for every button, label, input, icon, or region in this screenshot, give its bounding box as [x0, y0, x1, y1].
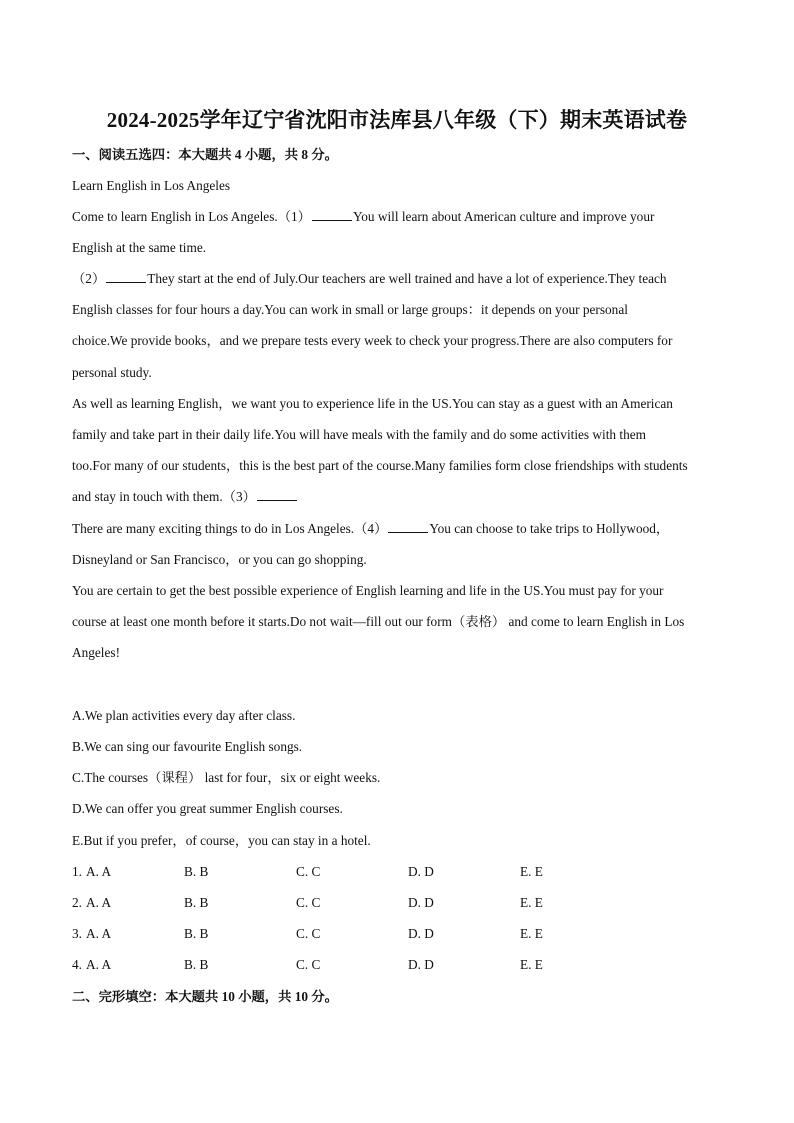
passage-line: family and take part in their daily life.You will have meals with the family and do some activities with them	[72, 427, 646, 442]
option-a[interactable]: A. A	[86, 895, 112, 910]
option-b[interactable]: B. B	[184, 864, 209, 879]
passage-line: course at least one month before it starts.Do not wait—fill out our form（表格） and come to learn English in Los	[72, 614, 685, 629]
option-e[interactable]: E. E	[520, 957, 543, 972]
passage-text: （2）	[72, 271, 106, 286]
passage-title: Learn English in Los Angeles	[72, 178, 231, 193]
passage-line	[72, 208, 654, 226]
section2-heading: 二、完形填空：本大题共 10 小题，共 10 分。	[72, 989, 338, 1004]
choice-a: A.We plan activities every day after class.	[72, 708, 296, 723]
passage-text: You will learn about American culture and improve your	[352, 209, 655, 224]
blank-1	[312, 208, 352, 221]
passage-text: Come to learn English in Los Angeles.（1）	[72, 209, 311, 224]
passage-line: Angeles!	[72, 645, 120, 660]
blank-2	[106, 270, 146, 283]
choice-e: E.But if you prefer，of course，you can stay in a hotel.	[72, 833, 371, 848]
passage-line: too.For many of our students，this is the best part of the course.Many families form close friendships with students	[72, 458, 688, 473]
passage-line	[72, 520, 669, 538]
choice-d: D.We can offer you great summer English courses.	[72, 801, 343, 816]
passage-text: and stay in touch with them.（3）	[72, 489, 256, 504]
option-c[interactable]: C. C	[296, 895, 321, 910]
passage-text: You can choose to take trips to Hollywood，	[429, 521, 670, 536]
passage-line: personal study.	[72, 365, 152, 380]
option-b[interactable]: B. B	[184, 957, 209, 972]
section1-heading: 一、阅读五选四：本大题共 4 小题，共 8 分。	[72, 147, 338, 162]
passage-line: choice.We provide books，and we prepare tests every week to check your progress.There are also computers for	[72, 333, 673, 348]
passage-line: English classes for four hours a day.You can work in small or large groups：it depends on your personal	[72, 302, 628, 317]
option-b[interactable]: B. B	[184, 926, 209, 941]
passage-line: You are certain to get the best possible experience of English learning and life in the US.You must pay for your	[72, 583, 664, 598]
choice-c: C.The courses（课程） last for four，six or eight weeks.	[72, 770, 381, 785]
passage-line	[72, 270, 667, 288]
passage-line: English at the same time.	[72, 240, 207, 255]
option-b[interactable]: B. B	[184, 895, 209, 910]
option-e[interactable]: E. E	[520, 864, 543, 879]
option-a[interactable]: A. A	[86, 864, 112, 879]
option-c[interactable]: C. C	[296, 864, 321, 879]
question-number: 1.	[72, 864, 82, 879]
option-a[interactable]: A. A	[86, 926, 112, 941]
passage-text: They start at the end of July.Our teachers are well trained and have a lot of experience.They teach	[147, 271, 667, 286]
option-d[interactable]: D. D	[408, 926, 434, 941]
option-c[interactable]: C. C	[296, 957, 321, 972]
question-number: 4.	[72, 957, 82, 972]
passage-line	[72, 488, 298, 506]
passage-line: As well as learning English，we want you to experience life in the US.You can stay as a guest with an American	[72, 396, 673, 411]
question-number: 2.	[72, 895, 82, 910]
option-e[interactable]: E. E	[520, 926, 543, 941]
question-number: 3.	[72, 926, 82, 941]
passage-text: There are many exciting things to do in Los Angeles.（4）	[72, 521, 388, 536]
option-d[interactable]: D. D	[408, 895, 434, 910]
exam-title: 2024-2025学年辽宁省沈阳市法库县八年级（下）期末英语试卷	[106, 108, 688, 132]
option-a[interactable]: A. A	[86, 957, 112, 972]
option-e[interactable]: E. E	[520, 895, 543, 910]
option-d[interactable]: D. D	[408, 864, 434, 879]
blank-4	[388, 520, 428, 533]
choice-b: B.We can sing our favourite English songs.	[72, 739, 303, 754]
option-c[interactable]: C. C	[296, 926, 321, 941]
blank-3	[257, 488, 297, 501]
passage-line: Disneyland or San Francisco，or you can go shopping.	[72, 552, 367, 567]
option-d[interactable]: D. D	[408, 957, 434, 972]
